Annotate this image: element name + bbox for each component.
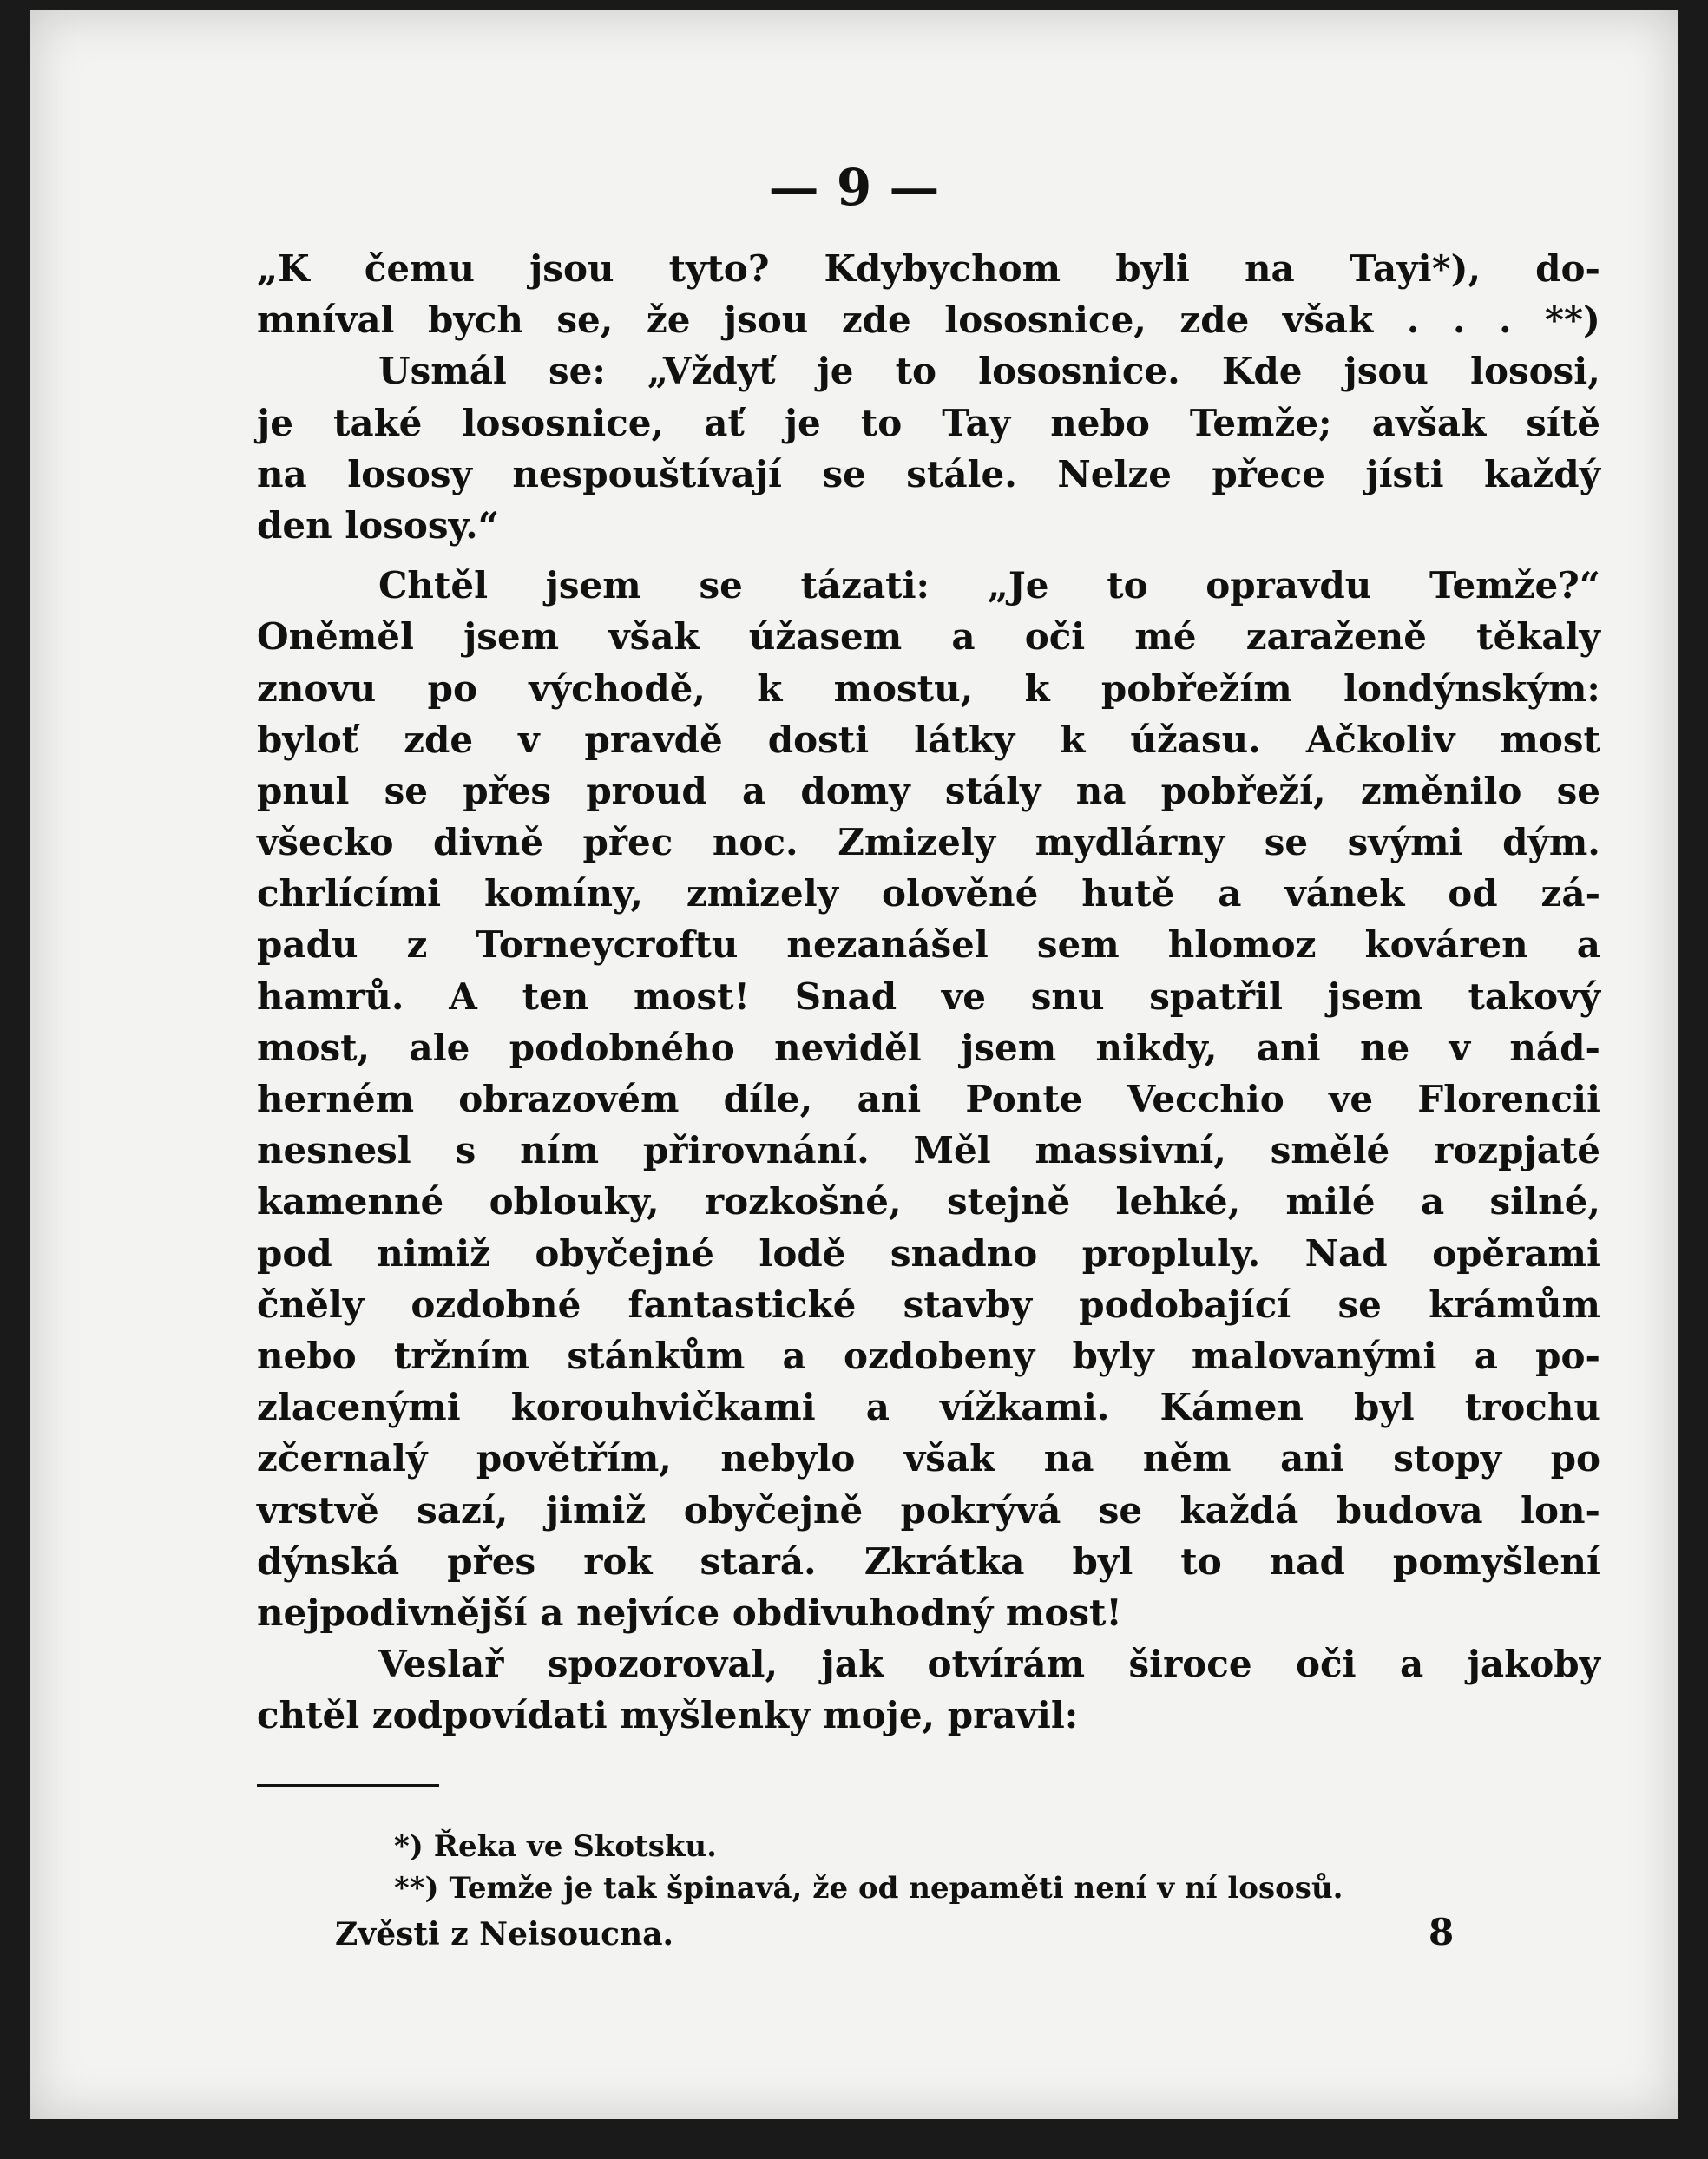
page (30, 10, 1678, 2119)
text-line: chtěl zodpovídati myšlenky moje, pravil: (257, 1694, 1079, 1737)
text-line: vrstvě sazí, jimiž obyčejně pokrývá se každá budova lon- (257, 1488, 1600, 1532)
text-line: nejpodivnější a nejvíce obdivuhodný most! (257, 1591, 1122, 1634)
footnote: **) Temže je tak špinavá, že od nepaměti není v ní lososů. (394, 1871, 1343, 1906)
text-line: den lososy.“ (257, 503, 499, 547)
text-line: Chtěl jsem se tázati: „Je to opravdu Temže?“ (378, 564, 1600, 607)
text-line: všecko divně přec noc. Zmizely mydlárny se svými dým. (257, 821, 1600, 864)
page-number-header: — 9 — (768, 158, 940, 217)
text-line: kamenné oblouky, rozkošné, stejně lehké, milé a silné, (257, 1180, 1600, 1224)
footnote: *) Řeka ve Skotsku. (394, 1829, 717, 1864)
signature-footer: Zvěsti z Neisoucna. (335, 1916, 674, 1952)
footnote-divider (257, 1784, 439, 1787)
text-line: znovu po východě, k mostu, k pobřežím londýnským: (257, 666, 1600, 710)
text-line: na lososy nespouštívají se stále. Nelze přece jísti každý (257, 452, 1600, 495)
text-line: pod nimiž obyčejné lodě snadno propluly. Nad opěrami (257, 1231, 1600, 1275)
text-line: „K čemu jsou tyto? Kdybychom byli na Tayi*), do- (257, 247, 1600, 290)
text-line: hamrů. A ten most! Snad ve snu spatřil jsem takový (257, 975, 1600, 1018)
text-line: nebo tržním stánkům a ozdobeny byly malovanými a po- (257, 1334, 1600, 1377)
text-line: chrlícími komíny, zmizely olověné hutě a vánek od zá- (257, 872, 1600, 915)
text-line: Oněměl jsem však úžasem a oči mé zaraženě těkaly (257, 615, 1600, 659)
text-line: Usmál se: „Vždyť je to lososnice. Kde jsou lososi, (378, 350, 1600, 393)
text-line: zlacenými korouhvičkami a vížkami. Kámen byl trochu (257, 1386, 1600, 1429)
text-line: je také lososnice, ať je to Tay nebo Temže; avšak sítě (257, 401, 1600, 444)
text-line: byloť zde v pravdě dosti látky k úžasu. Ačkoliv most (257, 718, 1600, 761)
text-line: herném obrazovém díle, ani Ponte Vecchio ve Florencii (257, 1078, 1600, 1120)
text-line: pnul se přes proud a domy stály na pobřeží, změnilo se (257, 769, 1600, 812)
sheet-number: 8 (1429, 1911, 1455, 1953)
text-line: zčernalý povětřím, nebylo však na něm ani stopy po (257, 1437, 1600, 1480)
text-line: padu z Torneycroftu nezanášel sem hlomoz kováren a (257, 923, 1600, 967)
text-line: dýnská přes rok stará. Zkrátka byl to nad pomyšlení (257, 1539, 1600, 1583)
text-line: čněly ozdobné fantastické stavby podobající se krámům (257, 1283, 1600, 1326)
text-line: Veslař spozoroval, jak otvírám široce oči a jakoby (378, 1643, 1600, 1686)
text-line: nesnesl s ním přirovnání. Měl massivní, smělé rozpjaté (257, 1129, 1600, 1172)
text-line: mníval bych se, že jsou zde lososnice, zde však . . . **) (257, 299, 1600, 342)
text-line: most, ale podobného neviděl jsem nikdy, ani ne v nád- (257, 1026, 1600, 1069)
body-text (257, 243, 1600, 1741)
